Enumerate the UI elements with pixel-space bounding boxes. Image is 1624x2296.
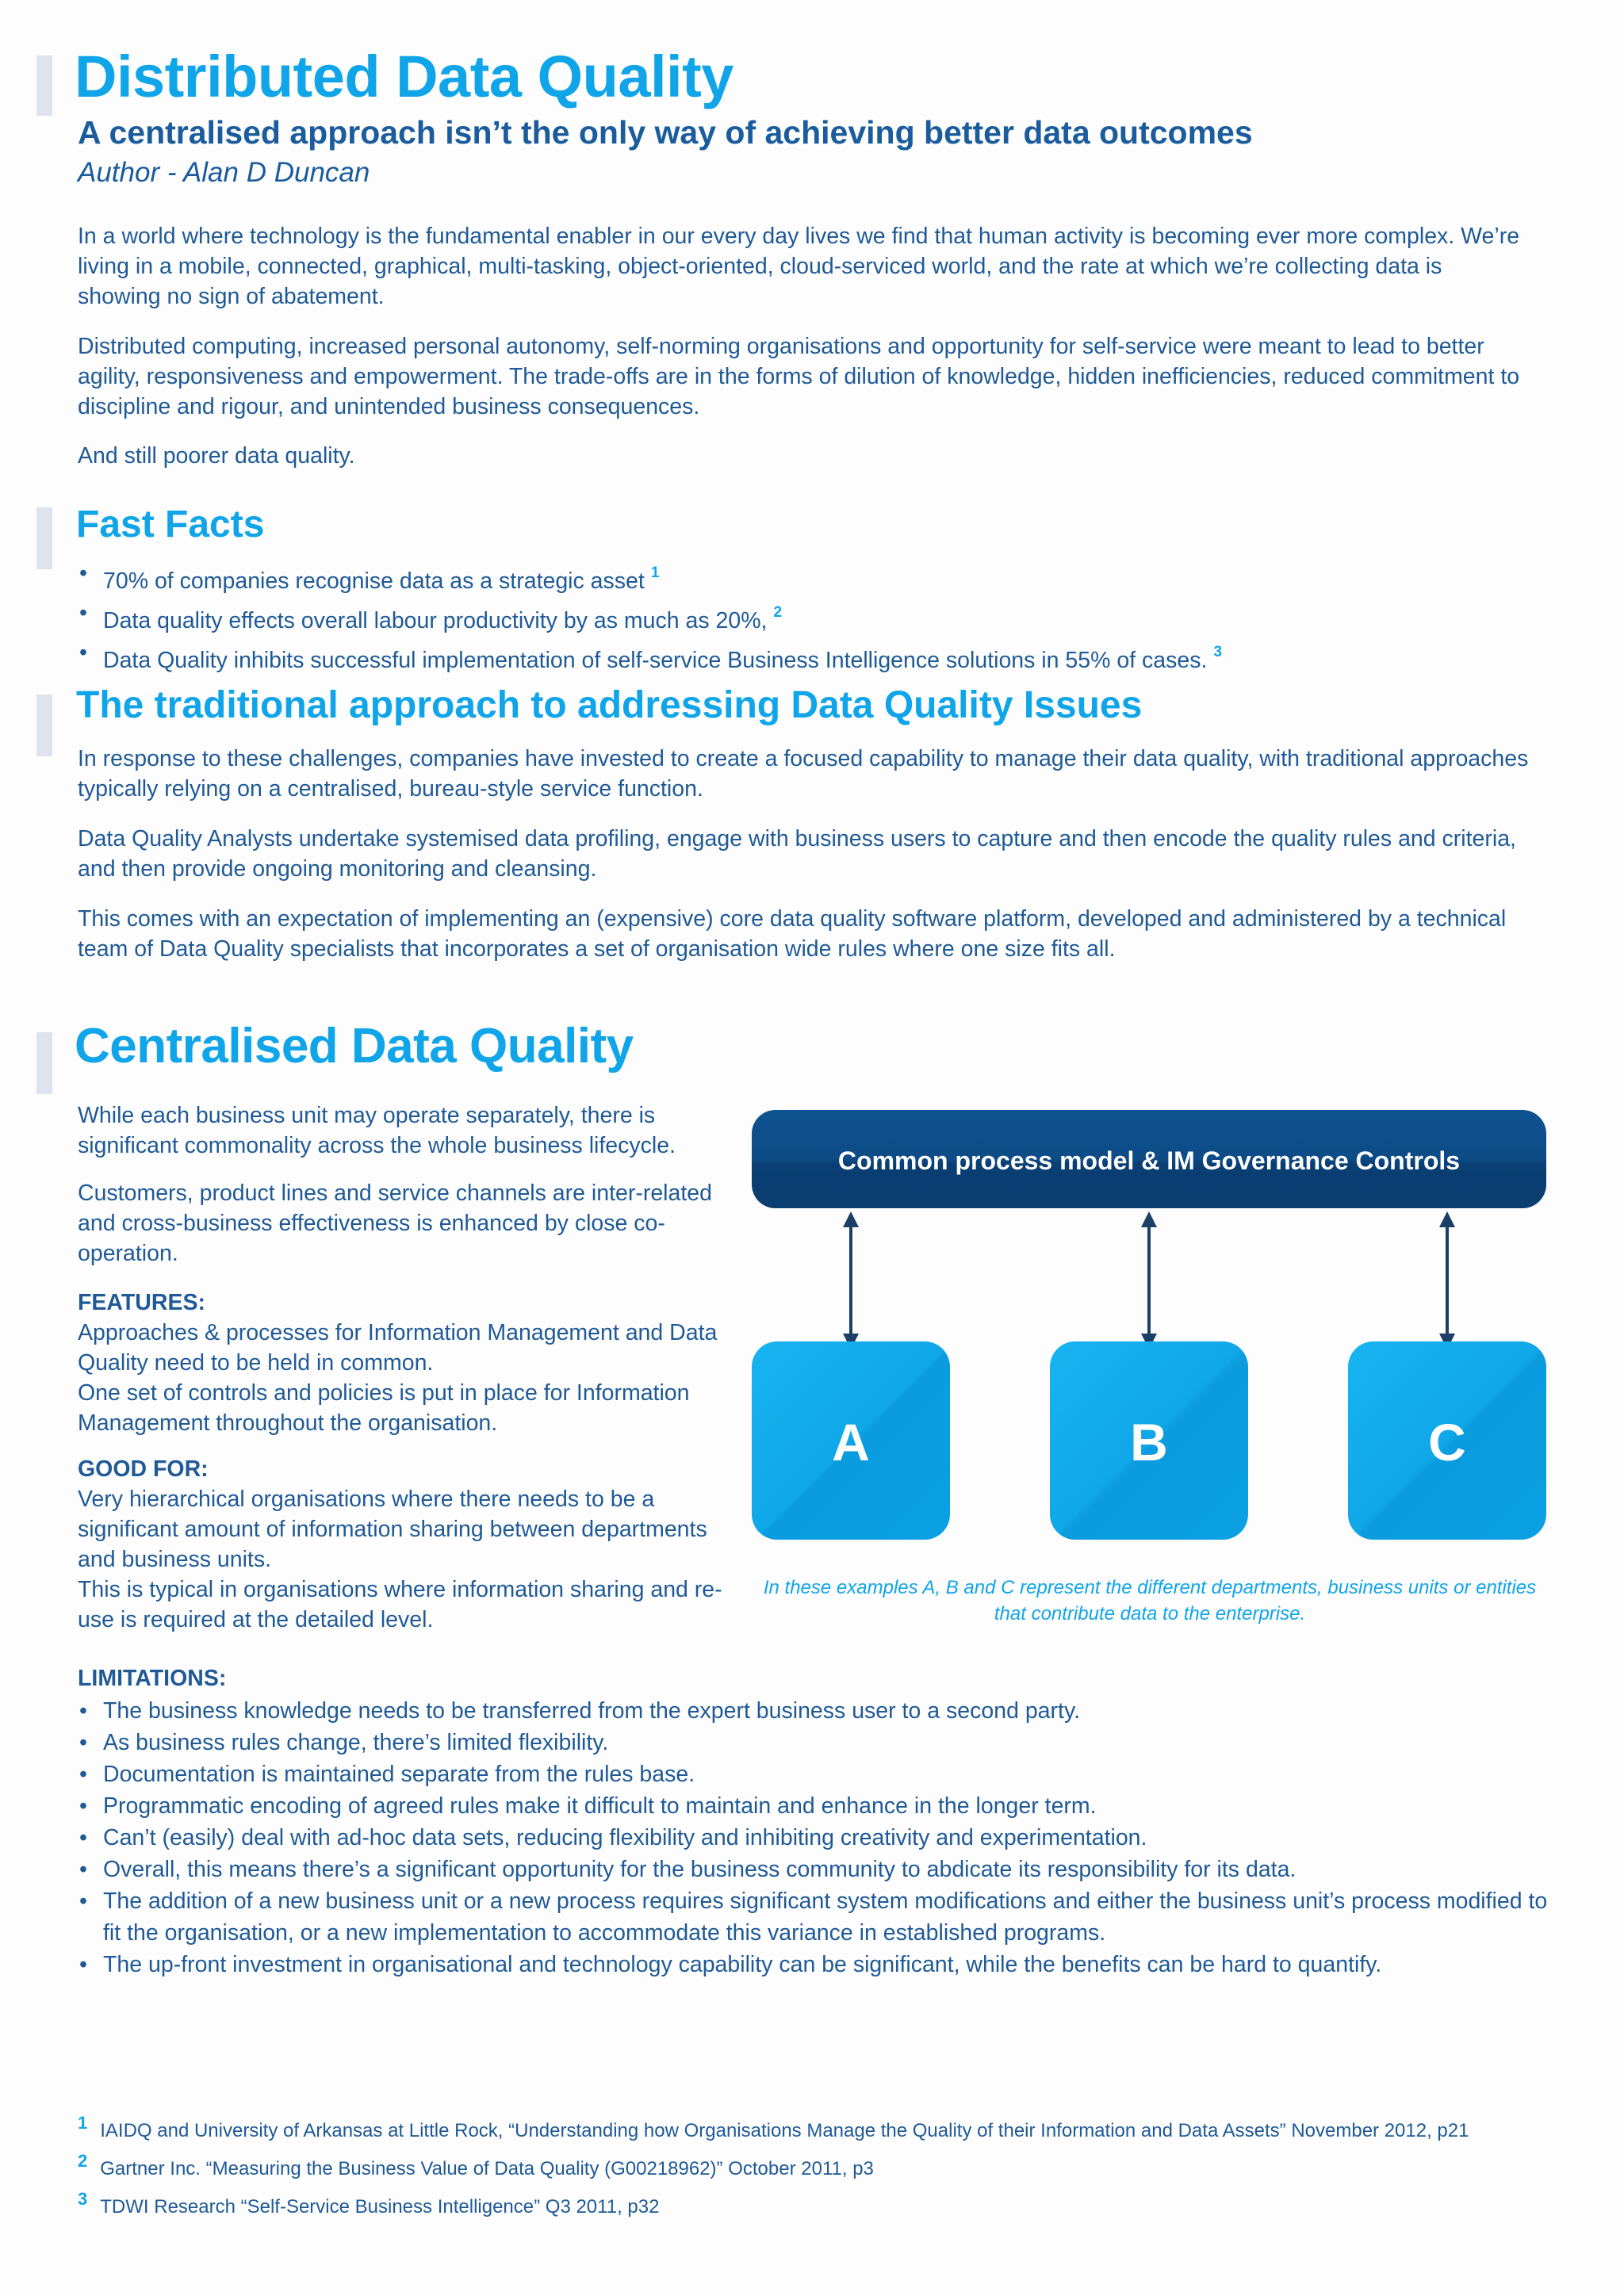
footnote [78, 2189, 660, 2218]
limitations-heading: LIMITATIONS: [78, 1666, 227, 1691]
footnote-ref[interactable]: 1 [650, 564, 660, 581]
features-block [78, 1288, 728, 1438]
footnote [78, 2113, 1469, 2142]
centralised-paragraph: While each business unit may operate separately, there is significant commonality across the whole business lifecycle. [78, 1103, 676, 1158]
footnote-ref[interactable]: 2 [773, 604, 783, 621]
section-marker [36, 1032, 52, 1094]
traditional-paragraph: In response to these challenges, companies have invested to create a focused capability to manage their data quality, with traditional approaches typically relying on a centralised, bureau-style service function. [78, 746, 1529, 802]
centralised-diagram [745, 1102, 1554, 1546]
traditional-paragraph: This comes with an expectation of implementing an (expensive) core data quality software platform, developed and administered by a technical team of Data Quality specialists that incorporates a set of organisation wide rules where one size fits all. [78, 906, 1507, 962]
unit-b-label: B [1130, 1413, 1168, 1471]
diagram-caption: In these examples A, B and C represent the different departments, business units or entities that contribute data to the enterprise. [763, 1577, 1537, 1624]
goodfor-text: This is typical in organisations where information sharing and re-use is required at the detailed level. [78, 1577, 722, 1632]
list-item: • Overall, this means there’s a significant opportunity for the business community to abdicate its responsibility for its data. [79, 1857, 1297, 1882]
goodfor-block [78, 1454, 736, 1635]
footnote-number: 2 [78, 2151, 88, 2171]
limitations-list [78, 1695, 1568, 1980]
footnote-number: 3 [78, 2189, 88, 2209]
section-marker [36, 55, 52, 116]
centralised-heading: Centralised Data Quality [75, 1019, 634, 1073]
list-item: • The business knowledge needs to be transferred from the expert business user to a second party. [79, 1698, 1080, 1724]
list-item: • Programmatic encoding of agreed rules make it difficult to maintain and enhance in the longer term. [79, 1793, 1097, 1819]
list-item: • Data Quality inhibits successful implementation of self-service Business Intelligence solutions in 55% of cases. $^3$ [79, 640, 1223, 673]
list-item: • 70% of companies recognise data as a strategic asset $^1$ [79, 561, 660, 594]
footnote-number: 1 [78, 2113, 88, 2133]
list-item: • Can’t (easily) deal with ad-hoc data sets, reducing flexibility and inhibiting creativity and experimentation. [79, 1825, 1147, 1850]
traditional-heading: The traditional approach to addressing Data Quality Issues [76, 684, 1143, 726]
common-process-label: Common process model & IM Governance Controls [837, 1146, 1461, 1175]
limitations-block [78, 1663, 1568, 1693]
unit-a-label: A [832, 1413, 870, 1471]
list-item: • Documentation is maintained separate from the rules base. [79, 1762, 695, 1787]
features-text: One set of controls and policies is put in place for Information Management throughout the organisation. [78, 1380, 690, 1436]
footnote-text: IAIDQ and University of Arkansas at Little Rock, “Understanding how Organisations Manage the Quality of their Information and Data Assets” November 2012, p21 [100, 2120, 1469, 2141]
footnote-text: TDWI Research “Self-Service Business Intelligence” Q3 2011, p32 [100, 2196, 660, 2218]
section-marker [36, 695, 52, 756]
unit-c-label: C [1428, 1413, 1466, 1471]
list-item: • As business rules change, there’s limited flexibility. [79, 1730, 609, 1755]
footnote-text: Gartner Inc. “Measuring the Business Value of Data Quality (G00218962)” October 2011, p3 [100, 2158, 874, 2179]
page-subtitle: A centralised approach isn’t the only way of achieving better data outcomes [78, 114, 1253, 151]
list-item: • The up-front investment in organisational and technology capability can be significant, while the benefits can be hard to quantify. [79, 1952, 1382, 1977]
footnote-ref[interactable]: 3 [1213, 644, 1223, 660]
centralised-intro [78, 1100, 728, 1269]
author-line: Author - Alan D Duncan [78, 157, 370, 188]
intro-paragraph: And still poorer data quality. [78, 443, 355, 469]
intro-paragraph: In a world where technology is the fundamental enabler in our every day lives we find that human activity is becoming ever more complex. We’re living in a mobile, connected, graphical, multi-tasking, object-oriented, cloud-serviced world, and the rate at which we’re collecting data is showing no sign of abatement. [78, 224, 1520, 309]
fast-facts-list [78, 557, 1568, 676]
list-item: • The addition of a new business unit or a new process requires significant system modifications and either the business unit’s process modified to fit the organisation, or a new implementation to accommodate this variance in established programs. [79, 1888, 1548, 1946]
section-marker [36, 507, 52, 569]
page-title: Distributed Data Quality [75, 44, 733, 109]
intro-paragraph: Distributed computing, increased personal autonomy, self-norming organisations and opportunity for self-service were meant to lead to better agility, responsiveness and empowerment. The trade-offs are in the forms of dilution of knowledge, hidden inefficiencies, reduced commitment to discipline and rigour, and unintended business consequences. [78, 334, 1520, 419]
centralised-paragraph: Customers, product lines and service channels are inter-related and cross-business effectiveness is enhanced by close co-operation. [78, 1181, 712, 1266]
traditional-paragraph: Data Quality Analysts undertake systemised data profiling, engage with business users to capture and then encode the quality rules and criteria, and then provide ongoing monitoring and cleansing. [78, 826, 1516, 882]
goodfor-heading: GOOD FOR: [78, 1456, 209, 1482]
features-text: Approaches & processes for Information Management and Data Quality need to be held in common. [78, 1320, 718, 1376]
features-heading: FEATURES: [78, 1290, 205, 1315]
fast-facts-heading: Fast Facts [76, 503, 265, 545]
footnote [78, 2151, 874, 2180]
list-item: • Data quality effects overall labour productivity by as much as 20%, $^2$ [79, 600, 783, 633]
goodfor-text: Very hierarchical organisations where there needs to be a significant amount of information sharing between departments and business units. [78, 1487, 707, 1572]
